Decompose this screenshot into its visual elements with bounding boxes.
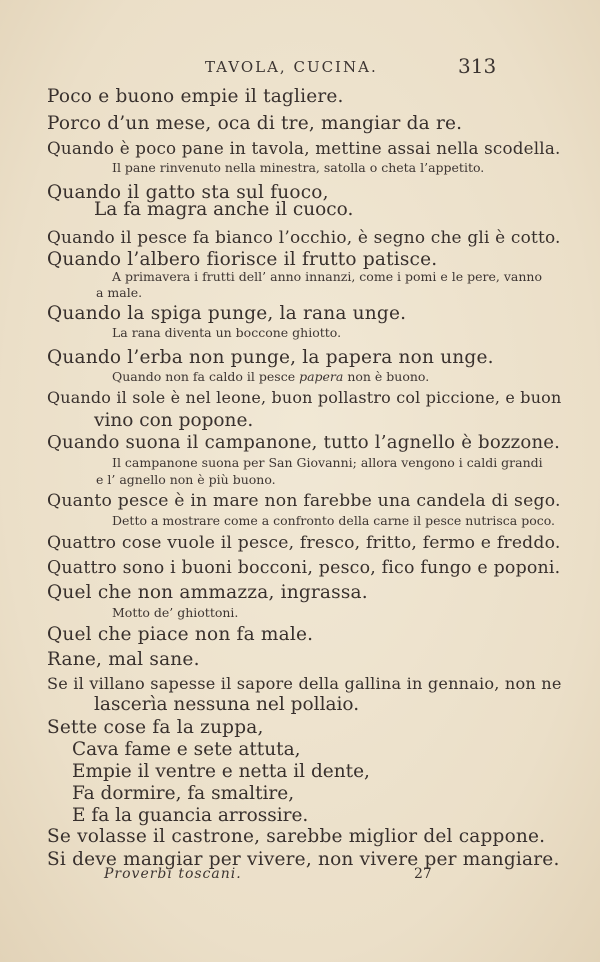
- note-text: non è buono.: [343, 369, 430, 384]
- proverb-line: Quando il pesce fa bianco l’occhio, è segno che gli è cotto.: [47, 227, 561, 247]
- proverb-line: Se il villano sapesse il sapore della gallina in gennaio, non ne: [47, 674, 562, 693]
- verse-line: Cava fame e sete attuta,: [72, 739, 301, 760]
- proverb-line: Quel che piace non fa male.: [47, 624, 314, 645]
- proverb-line: Porco d’un mese, oca di tre, mangiar da re.: [47, 113, 463, 134]
- verse-line: Fa dormire, fa smaltire,: [72, 783, 295, 804]
- explanatory-note-continuation: a male.: [96, 285, 143, 300]
- page-number: 313: [458, 54, 497, 78]
- proverb-line: Quel che non ammazza, ingrassa.: [47, 582, 368, 603]
- proverb-line: Quando è poco pane in tavola, mettine assai nella scodella.: [47, 138, 561, 158]
- verse-line: Empie il ventre e netta il dente,: [72, 761, 370, 782]
- proverb-line: Quando l’albero fiorisce il frutto patisce.: [47, 249, 438, 270]
- proverb-line: Rane, mal sane.: [47, 649, 200, 670]
- explanatory-note: Detto a mostrare come a confronto della carne il pesce nutrisca poco.: [112, 513, 556, 528]
- explanatory-note: Il campanone suona per San Giovanni; allora vengono i caldi grandi: [112, 455, 543, 470]
- verse-line: E fa la guancia arrossire.: [72, 805, 309, 826]
- proverb-line: Quanto pesce è in mare non farebbe una candela di sego.: [47, 491, 561, 511]
- explanatory-note: La rana diventa un boccone ghiotto.: [112, 325, 342, 340]
- proverb-line: Quando la spiga punge, la rana unge.: [47, 303, 407, 324]
- explanatory-note: A primavera i frutti dell’ anno innanzi, come i pomi e le pere, vanno: [112, 269, 542, 284]
- signature-mark: Proverbi toscani.: [104, 866, 242, 882]
- note-italic-term: papera: [299, 369, 344, 384]
- proverb-line: Se volasse il castrone, sarebbe miglior del cappone.: [47, 826, 546, 847]
- proverb-line: Quattro sono i buoni bocconi, pesco, fico fungo e poponi.: [47, 558, 561, 578]
- proverb-line: Quattro cose vuole il pesce, fresco, fritto, fermo e freddo.: [47, 533, 561, 553]
- proverb-line: Quando l’erba non punge, la papera non unge.: [47, 347, 494, 368]
- page-footer: [0, 866, 600, 886]
- proverb-line: Si deve mangiar per vivere, non vivere per mangiare.: [47, 849, 560, 870]
- explanatory-note: [112, 369, 429, 384]
- sheet-number: 27: [414, 866, 432, 882]
- proverb-continuation: La fa magra anche il cuoco.: [94, 199, 354, 220]
- proverb-line: Quando suona il campanone, tutto l’agnello è bozzone.: [47, 432, 561, 453]
- explanatory-note: Il pane rinvenuto nella minestra, satolla o cheta l’appetito.: [112, 160, 485, 175]
- proverb-continuation: vino con popone.: [94, 410, 254, 431]
- running-head: TAVOLA, CUCINA.: [205, 58, 378, 76]
- proverb-line: Quando il sole è nel leone, buon pollastro col piccione, e buon: [47, 388, 562, 407]
- explanatory-note-continuation: e l’ agnello non è più buono.: [96, 472, 276, 487]
- explanatory-note: Motto de’ ghiottoni.: [112, 605, 239, 620]
- proverb-line: Sette cose fa la zuppa,: [47, 717, 264, 738]
- proverb-line: Poco e buono empie il tagliere.: [47, 86, 344, 107]
- note-text: Quando non fa caldo il pesce: [112, 369, 300, 384]
- proverb-line: Quando il gatto sta sul fuoco,: [47, 182, 329, 203]
- proverb-continuation: lascerìa nessuna nel pollaio.: [94, 694, 360, 715]
